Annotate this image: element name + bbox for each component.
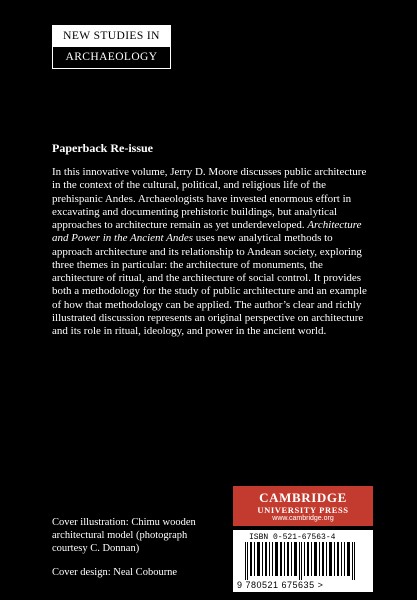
description-part-2: uses new analytical methods to approach architecture and its relationship to Andean society, exploring three themes in particular: the architecture of monuments, the architecture of ritual, and the architecture of social control. It provides both a methodology for the study of public architecture and an example of how that methodology can be applied. The author’s clear and richly illustrated discussion represents an original perspective on architecture and its role in ritual, ideology, and power in the ancient world. [52, 232, 367, 337]
cover-design-credit: Cover design: Neal Cobourne [52, 567, 178, 578]
barcode-number: 9 780521 675635 > [237, 580, 324, 590]
series-label [52, 25, 171, 69]
barcode-bars [243, 542, 365, 580]
series-line-1: NEW STUDIES IN [53, 26, 170, 47]
book-description [52, 166, 374, 338]
book-title: Architecture and Power in the Ancient Andes [52, 219, 362, 245]
series-line-2: ARCHAEOLOGY [65, 51, 158, 63]
publisher-logo [233, 486, 373, 526]
cover-illustration-credit: Cover illustration: Chimu wooden architectural model (photograph courtesy C. Donnan) [52, 517, 196, 554]
publisher-subtitle: UNIVERSITY PRESS [257, 505, 349, 515]
reissue-heading: Paperback Re-issue [52, 141, 153, 155]
barcode [233, 530, 373, 592]
publisher-url: www.cambridge.org [272, 515, 334, 522]
isbn-label: ISBN 0-521-67563-4 [249, 533, 336, 542]
publisher-name: CAMBRIDGE [259, 490, 347, 505]
description-part-1: In this innovative volume, Jerry D. Moore discusses public architecture in the context of the cultural, political, and religious life of the prehispanic Andes. Archaeologists have invested enormous effort in excavating and documenting prehistoric buildings, but analytical approaches to architecture remain as yet underdeveloped. [52, 166, 367, 231]
